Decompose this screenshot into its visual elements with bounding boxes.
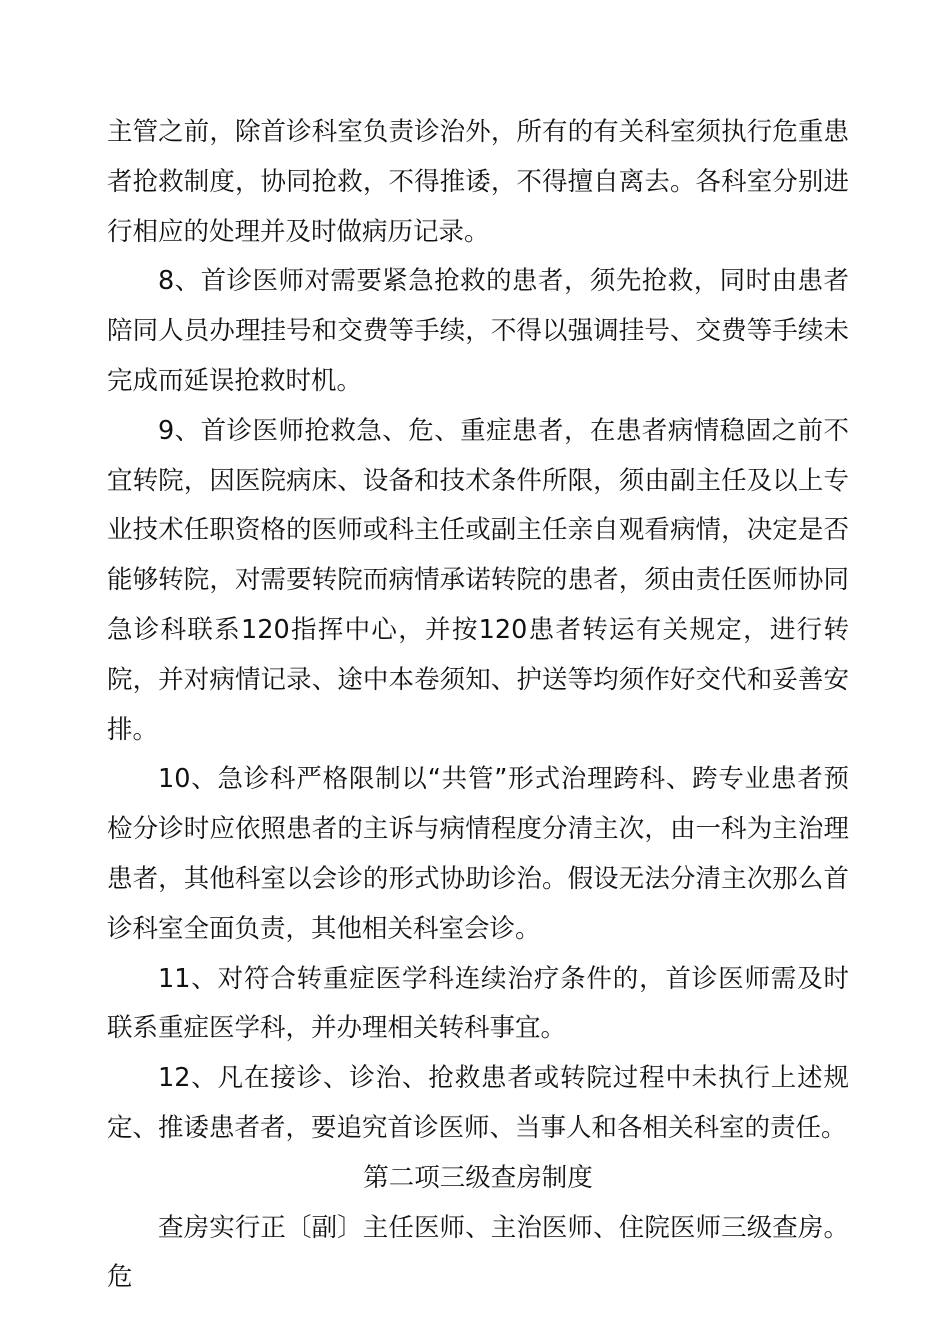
section-paragraph: 查房实行正〔副〕主任医师、主治医师、住院医师三级查房。危 [107, 1212, 849, 1293]
paragraph-continued: 主管之前，除首诊科室负责诊治外，所有的有关科室须执行危重患者抢救制度，协同抢救，不得推诿，不得擅自离去。各科室分别进行相应的处理并及时做病历记录。 [107, 117, 849, 247]
paragraph-rule-10: 10、急诊科严格限制以“共管”形式治理跨科、跨专业患者预检分诊时应依照患者的主诉与病情程度分清主次，由一科为主治理患者，其他科室以会诊的形式协助诊治。假设无法分清主次那么首诊科室全面负责，其他相关科室会诊。 [107, 764, 849, 944]
paragraph-rule-8: 8、首诊医师对需要紧急抢救的患者，须先抢救，同时由患者陪同人员办理挂号和交费等手续，不得以强调挂号、交费等手续未完成而延误抢救时机。 [107, 266, 849, 396]
paragraph-rule-11: 11、对符合转重症医学科连续治疗条件的，首诊医师需及时联系重症医学科，并办理相关转科事宜。 [107, 963, 849, 1044]
paragraph-rule-12: 12、凡在接诊、诊治、抢救患者或转院过程中未执行上述规定、推诿患者者，要追究首诊医师、当事人和各相关科室的责任。 [107, 1063, 849, 1143]
document-body [107, 108, 849, 1303]
section-title: 第二项三级查房制度 [363, 1162, 593, 1193]
paragraph-rule-9: 9、首诊医师抢救急、危、重症患者，在患者病情稳固之前不宜转院，因医院病床、设备和技术条件所限，须由副主任及以上专业技术任职资格的医师或科主任或副主任亲自观看病情，决定是否能够转院，对需要转院而病情承诺转院的患者，须由责任医师协同急诊科联系120指挥中心，并按120患者转运有关规定，进行转院，并对病情记录、途中本卷须知、护送等均须作好交代和妥善安排。 [107, 415, 849, 745]
